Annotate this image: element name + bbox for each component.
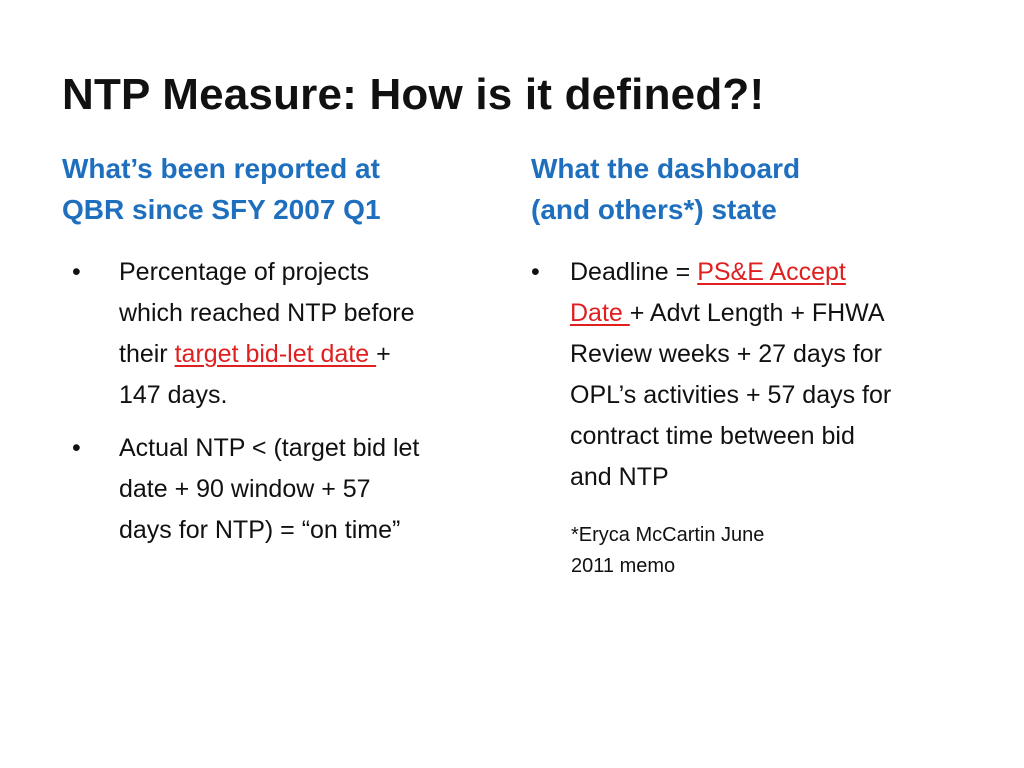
right-heading-line-1: What the dashboard xyxy=(531,153,801,184)
left-bullet-1 xyxy=(62,252,512,416)
left-column-heading xyxy=(62,148,381,230)
slide-title: NTP Measure: How is it defined?! xyxy=(62,70,765,119)
pse-accept-date-link[interactable]: PS&E Accept xyxy=(697,258,846,286)
right-bullet-1-line-2 xyxy=(570,293,981,334)
left-bullet-1-line-2: which reached NTP before xyxy=(119,299,415,327)
pse-accept-date-link-continued[interactable]: Date xyxy=(570,299,630,327)
left-bullet-2 xyxy=(62,428,512,551)
right-bullet-1-line-2-suffix: + Advt Length + FHWA xyxy=(629,299,885,327)
footnote-line-1: *Eryca McCartin June xyxy=(571,524,765,546)
footnote xyxy=(571,520,764,582)
right-bullet-1-line-3: Review weeks + 27 days for xyxy=(570,340,882,368)
left-bullet-1-line-3 xyxy=(119,334,512,375)
bullet-dot-icon: • xyxy=(72,258,81,286)
right-bullet-1-line-1-prefix: Deadline = xyxy=(570,258,698,286)
left-bullet-2-line-2: date + 90 window + 57 xyxy=(119,475,371,503)
left-bullet-1-line-1: Percentage of projects xyxy=(119,258,370,286)
right-heading-line-2: (and others*) state xyxy=(531,194,777,225)
left-bullet-1-line-3-suffix: + xyxy=(376,340,391,368)
footnote-line-2: 2011 memo xyxy=(571,555,676,577)
left-bullet-1-line-3-prefix: their xyxy=(119,340,175,368)
left-bullet-2-line-3: days for NTP) = “on time” xyxy=(119,516,401,544)
bullet-dot-icon: • xyxy=(72,434,81,462)
right-bullet-1-line-5: contract time between bid xyxy=(570,422,855,450)
left-heading-line-2: QBR since SFY 2007 Q1 xyxy=(62,194,381,225)
right-bullet-1-line-4: OPL’s activities + 57 days for xyxy=(570,381,892,409)
target-bid-let-date-link[interactable]: target bid-let date xyxy=(174,340,377,368)
right-bullet-list xyxy=(531,252,981,510)
right-bullet-1-line-6: and NTP xyxy=(570,463,669,491)
right-column-heading xyxy=(531,148,800,230)
left-bullet-1-line-4: 147 days. xyxy=(119,381,228,409)
left-bullet-2-line-1: Actual NTP < (target bid let xyxy=(119,434,420,462)
left-heading-line-1: What’s been reported at xyxy=(62,153,380,184)
bullet-dot-icon: • xyxy=(531,258,540,286)
right-bullet-1-line-1 xyxy=(570,252,981,293)
left-bullet-list xyxy=(62,252,512,563)
right-bullet-1 xyxy=(531,252,981,498)
